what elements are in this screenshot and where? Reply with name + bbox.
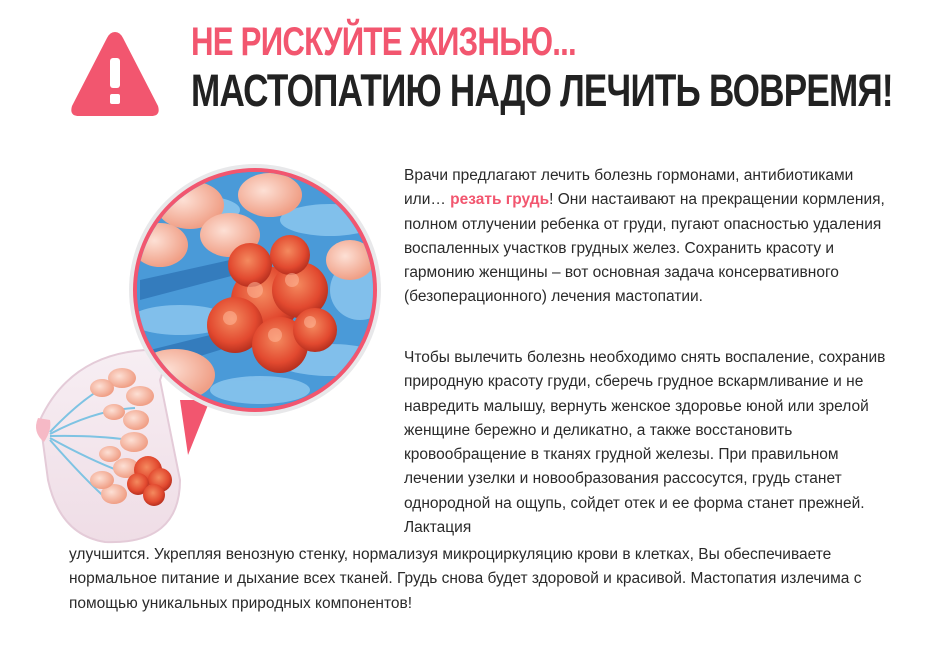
breast-cross-section xyxy=(36,350,180,542)
headline xyxy=(191,20,939,118)
breast-tissue-illustration xyxy=(30,150,410,550)
paragraph-1-text-b: ! Они настаивают на прекращении кормления, полном отлучении ребенка от груди, пугают опасностью удаления воспаленных участков грудных желез. Сохранить красоту и гармонию женщины – вот основная задача консервативного (безоперационного) лечения мастопатии. xyxy=(404,191,885,306)
paragraph-2: Чтобы вылечить болезнь необходимо снять воспаление, сохранив природную красоту груди, сберечь грудное вскармливание и не навредить малышу, вернуть женское здоровье юной или зрелой женщине бережно и деликатно, а также восстановить кровообращение в тканях грудной железы. При правильном лечении узелки и новообразования рассосутся, грудь станет однородной на ощупь, сойдет отек и ее форма станет прежней. Лактация xyxy=(404,349,886,537)
paragraph-1 xyxy=(404,164,894,310)
headline-line-1: НЕ РИСКУЙТЕ ЖИЗНЬЮ... xyxy=(191,20,576,64)
highlight-text: резать грудь xyxy=(450,191,550,209)
paragraph-1-text-a: Врачи предлагают лечить болезнь гормонами, антибиотиками или… xyxy=(404,167,854,209)
warning-triangle-icon xyxy=(68,28,162,120)
paragraph-2-continued: улучшится. Укрепляя венозную стенку, нормализуя микроциркуляцию крови в клетках, Вы обеспечиваете нормальное питание и дыхание всех тканей. Грудь снова будет здоровой и красивой. Мастопатия излечима с помощью уникальных природных компонентов! xyxy=(69,546,862,612)
headline-line-2: МАСТОПАТИЮ НАДО ЛЕЧИТЬ ВОВРЕМЯ! xyxy=(191,65,893,116)
